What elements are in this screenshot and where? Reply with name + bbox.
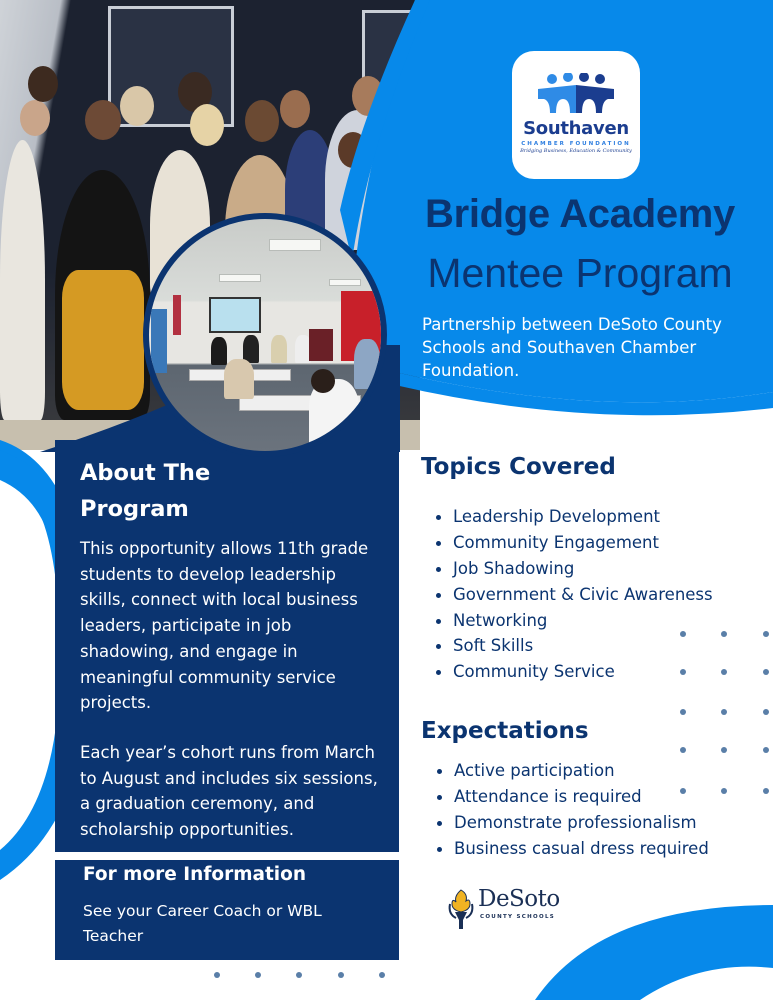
topic-item: Community Service <box>421 659 713 685</box>
people-bridge-icon <box>532 73 620 117</box>
title-bridge-academy: Bridge Academy <box>425 192 735 236</box>
expectations-heading: Expectations <box>421 718 589 744</box>
podium <box>309 329 333 361</box>
topic-item: Job Shadowing <box>421 556 713 582</box>
panelist <box>271 335 287 363</box>
expectation-item: Demonstrate professionalism <box>422 810 709 836</box>
attendee <box>354 339 380 389</box>
ceiling-light <box>269 239 321 251</box>
classroom-photo <box>143 213 387 457</box>
desoto-name: DeSoto <box>478 886 560 912</box>
logo-tagline: Bridging Business, Education & Community <box>520 148 632 154</box>
more-info-text: See your Career Coach or WBL Teacher <box>83 902 322 945</box>
topic-item: Government & Civic Awareness <box>421 582 713 608</box>
ceiling-light <box>219 274 261 282</box>
topic-item: Community Engagement <box>421 530 713 556</box>
logo-name: Southaven <box>523 118 629 139</box>
ceiling-light <box>329 279 361 286</box>
panelist <box>211 337 227 365</box>
topics-list <box>421 504 713 685</box>
about-heading-line2: Program <box>80 496 189 522</box>
projector-screen <box>209 297 261 333</box>
more-info-heading: For more Information <box>83 864 307 885</box>
about-paragraph-2: Each year’s cohort runs from March to August and includes six sessions, a graduation ceremony, and scholarship opportunities. <box>80 743 378 840</box>
topic-item: Networking <box>421 608 713 634</box>
attendee-head <box>311 369 335 393</box>
topic-item: Leadership Development <box>421 504 713 530</box>
about-paragraph-1: This opportunity allows 11th grade students to develop leadership skills, connect with local business leaders, participate in job shadowing, and engage in meaningful community service projects. <box>80 539 369 713</box>
title-mentee-program: Mentee Program <box>427 250 733 296</box>
us-flag <box>173 295 181 335</box>
expectation-item: Business casual dress required <box>422 836 709 862</box>
torch-icon <box>446 888 476 930</box>
desoto-logo <box>446 888 566 930</box>
southaven-logo <box>512 51 640 179</box>
about-heading <box>80 455 380 527</box>
expectations-list <box>422 758 709 862</box>
partnership-text: Partnership between DeSoto County Schools and Southaven Chamber Foundation. <box>422 315 722 380</box>
about-heading-line1: About The <box>80 460 211 486</box>
topic-item: Soft Skills <box>421 633 713 659</box>
logo-subtitle: CHAMBER FOUNDATION <box>521 141 631 147</box>
expectation-item: Active participation <box>422 758 709 784</box>
banner-stand <box>151 309 167 373</box>
topics-heading: Topics Covered <box>421 454 616 480</box>
desoto-subtitle: COUNTY SCHOOLS <box>480 914 556 920</box>
attendee <box>224 359 254 399</box>
expectation-item: Attendance is required <box>422 784 709 810</box>
